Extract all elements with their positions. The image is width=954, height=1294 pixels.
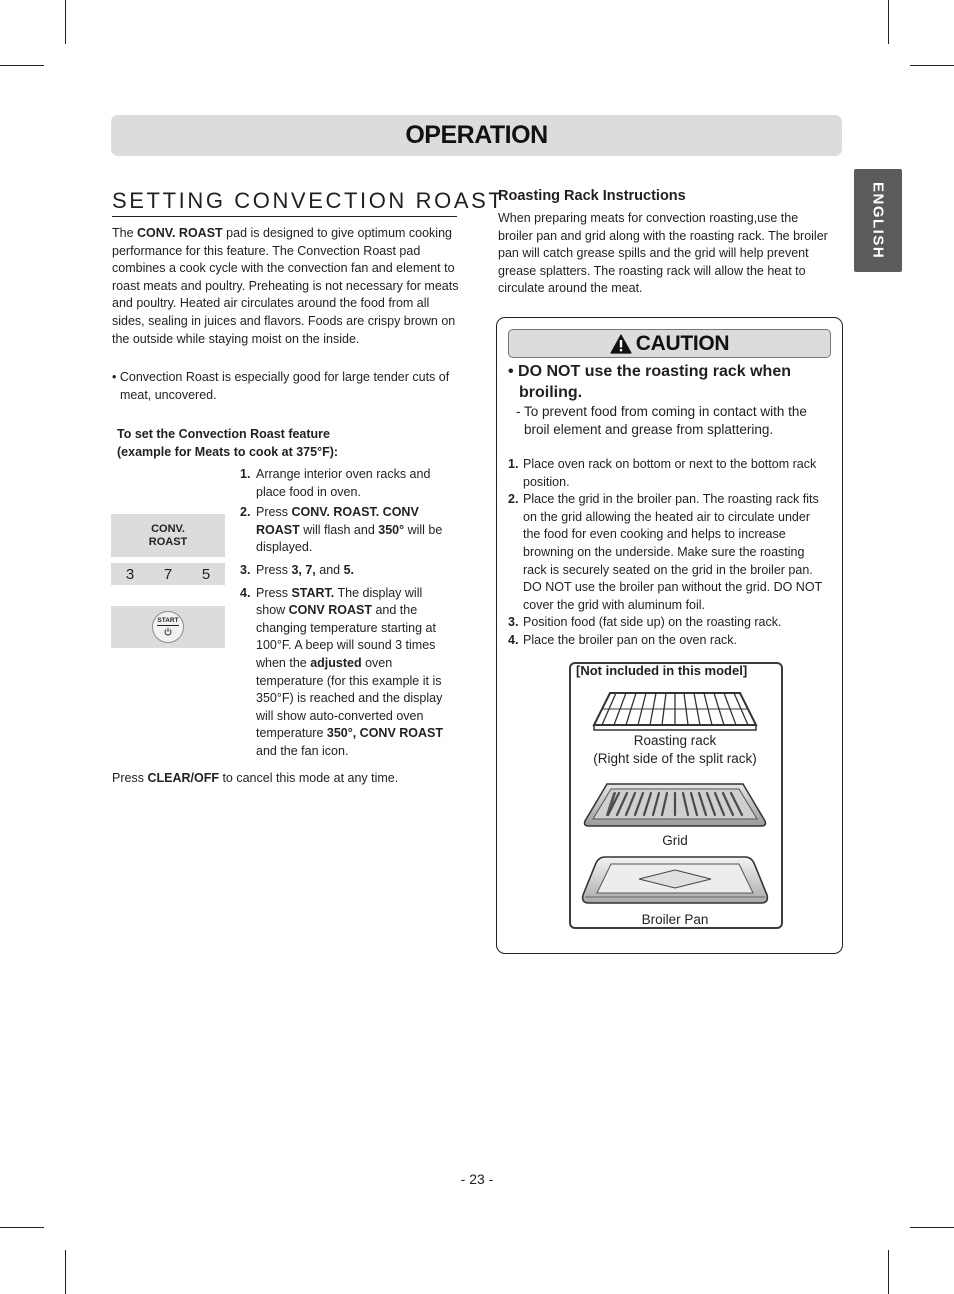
intro-text-bold: CONV. ROAST (137, 226, 223, 240)
label-line: Roasting rack (633, 733, 717, 748)
step-number: 2. (508, 492, 519, 507)
conv-roast-key (111, 514, 225, 557)
feature-bullet: • Convection Roast is especially good for large tender cuts of meat, uncovered. (112, 370, 450, 402)
caution-label: CAUTION (635, 331, 730, 355)
intro-paragraph (112, 225, 462, 348)
list-item (508, 614, 830, 632)
step-number: 2. (240, 505, 251, 520)
roasting-rack-heading: Roasting Rack Instructions (498, 188, 686, 204)
power-icon (164, 627, 172, 637)
divider (157, 625, 179, 626)
label-line: (Right side of the split rack) (593, 751, 757, 766)
step-text: The display will show (256, 585, 423, 618)
start-button-illustration (152, 611, 184, 643)
list-item (240, 466, 454, 501)
convection-steps-list (240, 466, 454, 761)
step-number: 3. (508, 615, 519, 630)
number-key: 3 (125, 565, 135, 583)
intro-text: The (112, 226, 138, 240)
cancel-note (112, 770, 472, 788)
page-header-title: OPERATION (405, 121, 548, 149)
step-text-bold: 5. (343, 562, 355, 577)
step-number: 4. (240, 585, 251, 600)
step-text: will be displayed. (256, 522, 443, 555)
step-text-bold: START. (291, 585, 335, 600)
step-text: Position food (fat side up) on the roasting rack. (523, 615, 782, 630)
crop-mark (0, 65, 44, 66)
step-text: Press (256, 562, 292, 577)
step-text: and the fan icon. (256, 743, 349, 758)
instructions-subheading (117, 425, 447, 461)
roasting-rack-intro: When preparing meats for convection roasting,use the broiler pan and grid along with the roasting rack. The broiler pan will catch grease spills and the grid will help prevent grease splatters. The roasting rack will allow the heat to circulate around the meat. (498, 211, 828, 296)
crop-mark (65, 0, 66, 44)
start-key-panel (111, 606, 225, 648)
step-text: oven temperature (for this example it is 350°F) is reached and the display will show auto-converted oven temperature (256, 655, 443, 741)
list-item (240, 504, 454, 557)
roasting-steps-list (508, 456, 830, 650)
list-item (508, 491, 830, 614)
roasting-rack-label (575, 732, 775, 768)
step-text: Arrange interior oven racks and place food in oven. (256, 467, 431, 499)
crop-mark (888, 1250, 889, 1294)
language-tab-label: ENGLISH (869, 181, 887, 260)
crop-mark (0, 1227, 44, 1228)
grid-label: Grid (662, 833, 688, 848)
warning-icon (610, 334, 632, 354)
cancel-text: Press (112, 771, 148, 785)
number-key: 7 (163, 565, 173, 583)
step-number: 4. (508, 632, 519, 647)
conv-roast-key-label: ROAST (148, 535, 188, 548)
language-tab (854, 169, 902, 272)
caution-warning: • DO NOT use the roasting rack when broiling. (508, 363, 791, 401)
caution-banner (508, 329, 831, 358)
accessories-note: [Not included in this model] (576, 663, 748, 678)
grid-illustration (581, 781, 769, 829)
broiler-pan-label: Broiler Pan (641, 912, 709, 927)
step-text: and the changing temperature starting at 100°F. A beep will sound 3 times when the (256, 603, 436, 670)
crop-mark (888, 0, 889, 44)
subheading-line: (example for Meats to cook at 375°F): (117, 445, 339, 459)
step-text: and (315, 562, 344, 577)
step-number: 3. (240, 562, 251, 577)
conv-roast-key-label: CONV. (151, 522, 185, 535)
step-text-bold: adjusted (310, 655, 362, 670)
number-keys (111, 563, 225, 585)
intro-text: pad is designed to give optimum cooking performance for this feature. The Convection Roast pad combines a cook cycle with the convection fan and element to roast meats and poultry. Preheating is not necessary for meats and poultry. Heated air circulates around the food from all sides, sealing in juices and flavors. Foods are crispy brown on the outside while staying moist on the inside. (112, 226, 459, 346)
subheading-line: To set the Convection Roast feature (117, 427, 330, 441)
step-text-bold: CONV ROAST (288, 603, 372, 618)
step-text-bold: CONV. ROAST. CONV ROAST (256, 505, 419, 537)
caution-warning-detail: - To prevent food from coming in contact with the broil element and grease from splattering. (516, 404, 807, 437)
broiler-pan-illustration (581, 855, 769, 905)
list-item (240, 585, 454, 761)
step-text: Press (256, 585, 292, 600)
step-text: Place the grid in the broiler pan. The roasting rack fits on the grid allowing the heated air to circulate under the food for even cooking and helps to increase browning on the underside. Make sure the roasting rack is securely seated on the grid in the broiler pan. DO NOT use the broiler pan without the grid. DO NOT cover the grid with aluminum foil. (523, 492, 822, 612)
start-button-label: START (157, 617, 179, 624)
step-text: will flash and (299, 522, 379, 537)
roasting-rack-illustration (590, 689, 760, 733)
page-number: - 23 - (460, 1171, 494, 1187)
step-text-bold: 350° (378, 522, 405, 537)
step-number: 1. (508, 457, 519, 471)
list-item (508, 632, 830, 650)
step-text-bold: 3, 7, (291, 562, 316, 577)
step-text: Place the broiler pan on the oven rack. (523, 632, 738, 647)
crop-mark (910, 65, 954, 66)
cancel-text-bold: CLEAR/OFF (147, 771, 219, 785)
crop-mark (65, 1250, 66, 1294)
cancel-text: to cancel this mode at any time. (218, 771, 399, 785)
number-key: 5 (201, 565, 211, 583)
step-text: Place oven rack on bottom or next to the bottom rack position. (523, 457, 817, 489)
list-item (240, 562, 454, 580)
crop-mark (910, 1227, 954, 1228)
page-header (111, 115, 842, 156)
section-title: SETTING CONVECTION ROAST (112, 188, 457, 217)
list-item (508, 456, 830, 491)
step-number: 1. (240, 467, 251, 481)
step-text-bold: 350°, CONV ROAST (326, 726, 444, 741)
step-text: Press (256, 505, 292, 520)
